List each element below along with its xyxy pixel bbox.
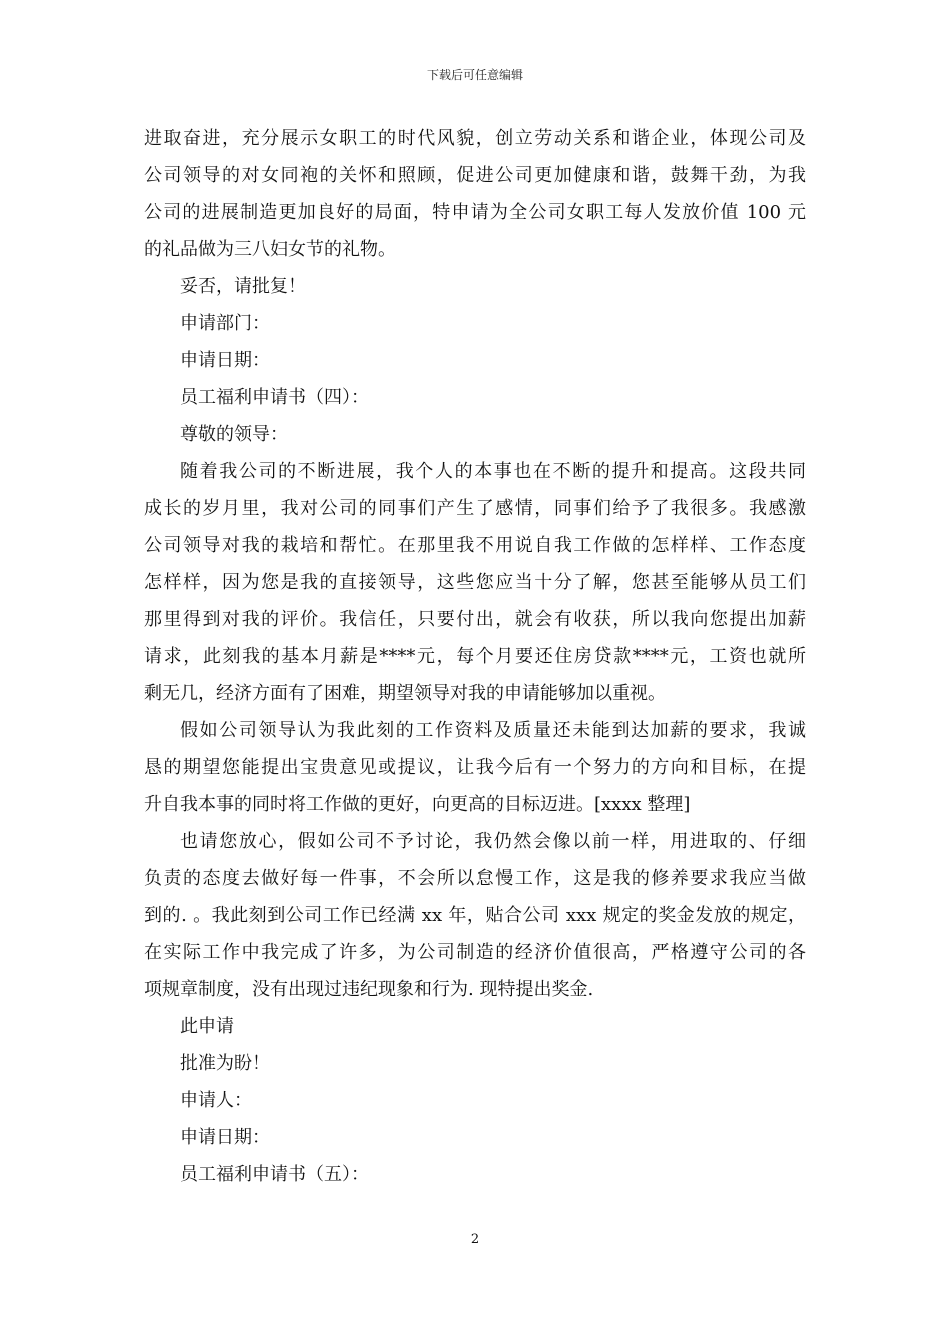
- text-line: 负责的态度去做好每一件事，不会所以怠慢工作，这是我的修养要求我应当做: [144, 868, 806, 889]
- page-header: 下载后可任意编辑: [426, 68, 523, 82]
- text-line: 那里得到对我的评价。我信任，只要付出，就会有收获，所以我向您提出加薪: [144, 609, 806, 630]
- text-line: 公司领导对我的栽培和帮忙。在那里我不用说自我工作做的怎样样、工作态度: [144, 535, 806, 556]
- text-line: 假如公司领导认为我此刻的工作资料及质量还未能到达加薪的要求，我诚: [180, 720, 806, 741]
- text-line: 公司的进展制造更加良好的局面，特申请为全公司女职工每人发放价值 100 元: [144, 202, 806, 223]
- text-line: 此申请: [180, 1016, 234, 1037]
- text-line: 到的. 。我此刻到公司工作已经满 xx 年，贴合公司 xxx 规定的奖金发放的规定，: [144, 905, 806, 926]
- text-line: 员工福利申请书（四）：: [180, 387, 369, 408]
- text-line: 尊敬的领导：: [180, 424, 288, 445]
- text-line: 妥否，请批复！: [180, 276, 306, 297]
- text-line: 的礼品做为三八妇女节的礼物。: [144, 239, 396, 260]
- text-line: 升自我本事的同时将工作做的更好，向更高的目标迈进。[xxxx 整理]: [144, 794, 691, 815]
- text-line: 也请您放心，假如公司不予讨论，我仍然会像以前一样，用进取的、仔细: [180, 831, 806, 852]
- text-line: 项规章制度，没有出现过违纪现象和行为. 现特提出奖金.: [144, 979, 594, 1000]
- text-line: 请求，此刻我的基本月薪是****元，每个月要还住房贷款****元，工资也就所: [144, 646, 806, 667]
- page-number: 2: [470, 1232, 480, 1247]
- text-line: 员工福利申请书（五）：: [180, 1164, 369, 1185]
- text-line: 申请日期：: [180, 1127, 270, 1148]
- text-line: 申请日期：: [180, 350, 270, 371]
- text-line: 进取奋进，充分展示女职工的时代风貌，创立劳动关系和谐企业，体现公司及: [144, 128, 806, 149]
- text-line: 剩无几，经济方面有了困难，期望领导对我的申请能够加以重视。: [144, 683, 666, 704]
- text-line: 申请人：: [180, 1090, 252, 1111]
- document-body: [144, 120, 806, 1193]
- text-line: 公司领导的对女同袍的关怀和照顾，促进公司更加健康和谐，鼓舞干劲，为我: [144, 165, 806, 186]
- text-line: 成长的岁月里，我对公司的同事们产生了感情，同事们给予了我很多。我感激: [144, 498, 806, 519]
- text-line: 在实际工作中我完成了许多，为公司制造的经济价值很高，严格遵守公司的各: [144, 942, 806, 963]
- text-line: 恳的期望您能提出宝贵意见或提议，让我今后有一个努力的方向和目标，在提: [144, 757, 806, 778]
- text-line: 怎样样，因为您是我的直接领导，这些您应当十分了解，您甚至能够从员工们: [144, 572, 806, 593]
- text-line: 随着我公司的不断进展，我个人的本事也在不断的提升和提高。这段共同: [180, 461, 806, 482]
- text-line: 申请部门：: [180, 313, 270, 334]
- text-line: 批准为盼！: [180, 1053, 270, 1074]
